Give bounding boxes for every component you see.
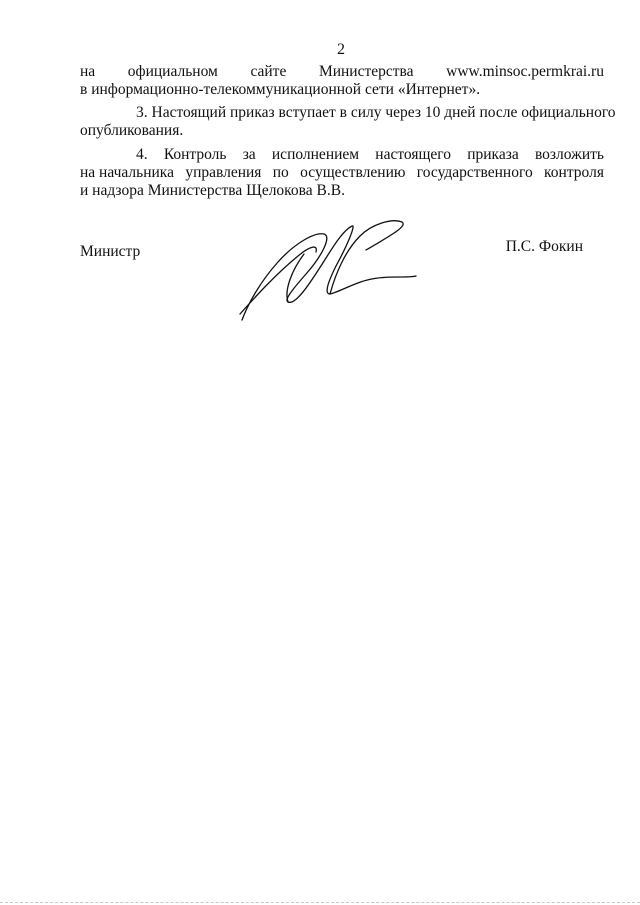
word: сайте [250,63,287,80]
word: на начальника [80,164,174,181]
word: 4. [136,146,148,163]
paragraph-line: 3. Настоящий приказ вступает в силу через 10 дней после официального [136,104,616,121]
website-url: www.minsoc.permkrai.ru [446,63,604,80]
paragraph-line [80,146,604,164]
word: по [272,164,289,181]
word: официальном [127,63,218,80]
word: управления [185,164,262,181]
word: на [80,63,96,80]
word: исполнением [271,146,360,163]
word: Министерства [318,63,414,80]
word: за [242,146,256,163]
word: возложить [534,146,604,163]
paragraph-line: в информационно-телекоммуникационной сети «Интернет». [80,81,481,98]
paragraph-item-4 [80,146,604,200]
word: приказа [467,146,519,163]
paragraph-line: опубликования. [80,122,184,139]
scan-edge-divider [0,902,640,903]
page-number: 2 [337,41,345,58]
word: Контроль [163,146,227,163]
paragraph-publication [80,63,604,99]
signatory-name: П.С. Фокин [505,238,583,255]
handwritten-signature [236,210,421,330]
word: государственного [416,164,533,181]
signatory-title: Министр [80,243,141,260]
word: настоящего [375,146,452,163]
word: контроля [544,164,604,181]
word: осуществлению [300,164,406,181]
paragraph-line [80,63,604,81]
paragraph-line [80,164,604,182]
paragraph-line: и надзора Министерства Щелокова В.В. [80,182,345,199]
paragraph-item-3 [80,104,616,140]
